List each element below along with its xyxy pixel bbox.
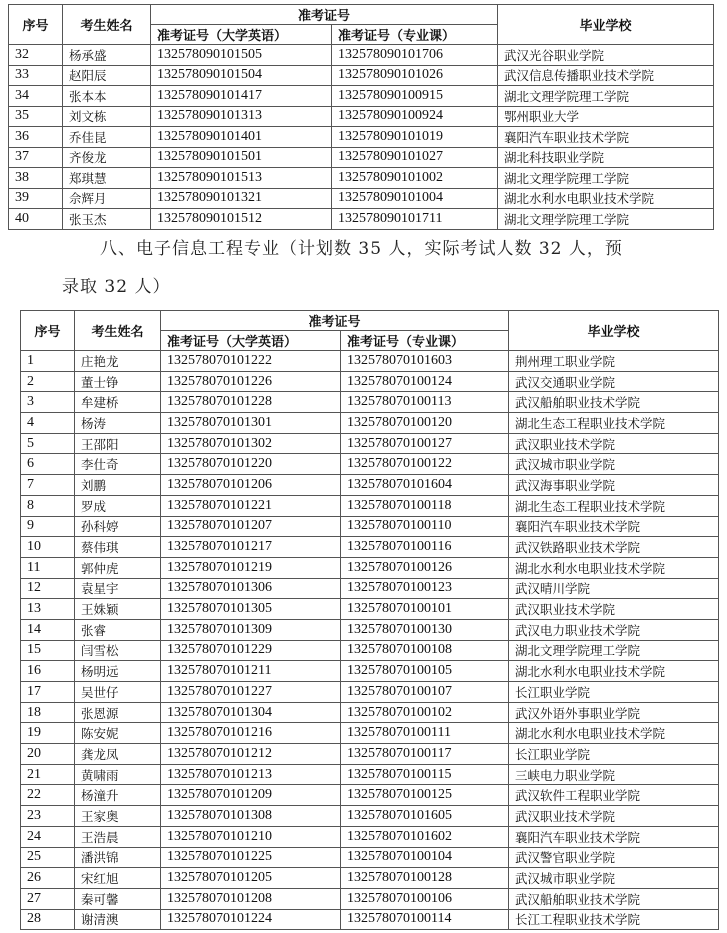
ticket-major-cell: 132578090101002: [332, 168, 498, 189]
school-cell: 长江工程职业技术学院: [509, 909, 719, 930]
seq-cell: 34: [9, 86, 63, 107]
seq-cell: 32: [9, 45, 63, 66]
table-row: [21, 806, 719, 827]
ticket-english-cell: 132578070101208: [161, 888, 341, 909]
ticket-major-cell: 132578070100126: [341, 557, 509, 578]
ticket-english-cell: 132578090101321: [151, 188, 332, 209]
school-cell: 湖北水利水电职业技术学院: [498, 188, 714, 209]
ticket-major-cell: 132578070100104: [341, 847, 509, 868]
ticket-english-cell: 132578070101219: [161, 557, 341, 578]
name-cell: 牟建桥: [75, 392, 161, 413]
ticket-english-cell: 132578070101205: [161, 868, 341, 889]
seq-cell: 27: [21, 888, 75, 909]
header-ticket-english: 准考证号（大学英语）: [151, 25, 332, 45]
school-cell: 鄂州职业大学: [498, 106, 714, 127]
ticket-english-cell: 132578090101501: [151, 147, 332, 168]
seq-cell: 38: [9, 168, 63, 189]
seq-cell: 7: [21, 475, 75, 496]
name-cell: 王家奥: [75, 806, 161, 827]
name-cell: 黄啸雨: [75, 764, 161, 785]
table-row: [9, 209, 714, 230]
seq-cell: 35: [9, 106, 63, 127]
ticket-major-cell: 132578070101603: [341, 351, 509, 372]
ticket-english-cell: 132578070101304: [161, 702, 341, 723]
table-row: [21, 413, 719, 434]
seq-cell: 17: [21, 682, 75, 703]
name-cell: 吴世仔: [75, 682, 161, 703]
ticket-english-cell: 132578090101313: [151, 106, 332, 127]
header-ticket-major: 准考证号（专业课）: [341, 331, 509, 351]
seq-cell: 19: [21, 723, 75, 744]
ticket-major-cell: 132578070100115: [341, 764, 509, 785]
seq-cell: 4: [21, 413, 75, 434]
admission-table-electronic-info: [20, 310, 719, 930]
ticket-english-cell: 132578070101224: [161, 909, 341, 930]
seq-cell: 16: [21, 661, 75, 682]
name-cell: 佘辉月: [63, 188, 151, 209]
seq-cell: 2: [21, 371, 75, 392]
ticket-english-cell: 132578070101226: [161, 371, 341, 392]
ticket-major-cell: 132578090101027: [332, 147, 498, 168]
name-cell: 张玉杰: [63, 209, 151, 230]
ticket-english-cell: 132578070101220: [161, 454, 341, 475]
ticket-english-cell: 132578090101505: [151, 45, 332, 66]
school-cell: 湖北文理学院理工学院: [509, 640, 719, 661]
name-cell: 乔佳昆: [63, 127, 151, 148]
name-cell: 赵阳辰: [63, 65, 151, 86]
table-row: [21, 744, 719, 765]
school-cell: 武汉光谷职业学院: [498, 45, 714, 66]
table-row: [21, 868, 719, 889]
name-cell: 杨涛: [75, 413, 161, 434]
ticket-english-cell: 132578070101309: [161, 619, 341, 640]
name-cell: 罗成: [75, 495, 161, 516]
table-row: [21, 619, 719, 640]
seq-cell: 8: [21, 495, 75, 516]
name-cell: 庄艳龙: [75, 351, 161, 372]
school-cell: 三峡电力职业学院: [509, 764, 719, 785]
school-cell: 长江职业学院: [509, 682, 719, 703]
table-row: [21, 764, 719, 785]
school-cell: 武汉警官职业学院: [509, 847, 719, 868]
name-cell: 杨明远: [75, 661, 161, 682]
seq-cell: 14: [21, 619, 75, 640]
ticket-major-cell: 132578070100107: [341, 682, 509, 703]
ticket-major-cell: 132578070100124: [341, 371, 509, 392]
school-cell: 湖北文理学院理工学院: [498, 86, 714, 107]
table-row: [9, 168, 714, 189]
seq-cell: 10: [21, 537, 75, 558]
school-cell: 湖北水利水电职业技术学院: [509, 661, 719, 682]
name-cell: 郑琪慧: [63, 168, 151, 189]
admission-table-continued: [8, 4, 714, 230]
ticket-english-cell: 132578070101305: [161, 599, 341, 620]
ticket-english-cell: 132578090101401: [151, 127, 332, 148]
name-cell: 潘洪锦: [75, 847, 161, 868]
ticket-major-cell: 132578070100122: [341, 454, 509, 475]
ticket-major-cell: 132578070100117: [341, 744, 509, 765]
seq-cell: 11: [21, 557, 75, 578]
ticket-english-cell: 132578090101512: [151, 209, 332, 230]
header-seq: 序号: [21, 311, 75, 351]
school-cell: 湖北文理学院理工学院: [498, 209, 714, 230]
school-cell: 湖北文理学院理工学院: [498, 168, 714, 189]
ticket-major-cell: 132578090101019: [332, 127, 498, 148]
school-cell: 武汉船舶职业技术学院: [509, 392, 719, 413]
seq-cell: 9: [21, 516, 75, 537]
table-row: [9, 127, 714, 148]
school-cell: 湖北科技职业学院: [498, 147, 714, 168]
ticket-major-cell: 132578070100102: [341, 702, 509, 723]
ticket-major-cell: 132578070100120: [341, 413, 509, 434]
ticket-english-cell: 132578070101217: [161, 537, 341, 558]
school-cell: 武汉城市职业学院: [509, 868, 719, 889]
header-school: 毕业学校: [498, 5, 714, 45]
ticket-english-cell: 132578070101306: [161, 578, 341, 599]
ticket-major-cell: 132578090101004: [332, 188, 498, 209]
table-row: [21, 909, 719, 930]
table-row: [21, 433, 719, 454]
ticket-english-cell: 132578070101302: [161, 433, 341, 454]
school-cell: 湖北生态工程职业技术学院: [509, 495, 719, 516]
name-cell: 李仕奇: [75, 454, 161, 475]
ticket-major-cell: 132578070100125: [341, 785, 509, 806]
seq-cell: 26: [21, 868, 75, 889]
ticket-major-cell: 132578090101706: [332, 45, 498, 66]
table-row: [21, 516, 719, 537]
school-cell: 荆州理工职业学院: [509, 351, 719, 372]
ticket-major-cell: 132578090101026: [332, 65, 498, 86]
seq-cell: 15: [21, 640, 75, 661]
table-row: [21, 702, 719, 723]
ticket-major-cell: 132578090100924: [332, 106, 498, 127]
name-cell: 王邵阳: [75, 433, 161, 454]
name-cell: 刘鹏: [75, 475, 161, 496]
school-cell: 长江职业学院: [509, 744, 719, 765]
seq-cell: 25: [21, 847, 75, 868]
ticket-english-cell: 132578070101207: [161, 516, 341, 537]
ticket-major-cell: 132578070100110: [341, 516, 509, 537]
school-cell: 武汉职业技术学院: [509, 599, 719, 620]
ticket-english-cell: 132578070101216: [161, 723, 341, 744]
school-cell: 武汉铁路职业技术学院: [509, 537, 719, 558]
ticket-major-cell: 132578070100118: [341, 495, 509, 516]
school-cell: 武汉海事职业学院: [509, 475, 719, 496]
school-cell: 襄阳汽车职业技术学院: [498, 127, 714, 148]
table-row: [21, 557, 719, 578]
header-ticket-major: 准考证号（专业课）: [332, 25, 498, 45]
name-cell: 杨潼升: [75, 785, 161, 806]
table-row: [21, 392, 719, 413]
table-row: [21, 454, 719, 475]
school-cell: 武汉晴川学院: [509, 578, 719, 599]
ticket-major-cell: 132578090100915: [332, 86, 498, 107]
table-row: [9, 45, 714, 66]
ticket-english-cell: 132578090101504: [151, 65, 332, 86]
school-cell: 襄阳汽车职业技术学院: [509, 516, 719, 537]
ticket-major-cell: 132578070100106: [341, 888, 509, 909]
table-row: [21, 847, 719, 868]
ticket-major-cell: 132578070101604: [341, 475, 509, 496]
seq-cell: 3: [21, 392, 75, 413]
table-row: [21, 682, 719, 703]
ticket-english-cell: 132578090101417: [151, 86, 332, 107]
seq-cell: 28: [21, 909, 75, 930]
name-cell: 王浩晨: [75, 826, 161, 847]
table-row: [9, 65, 714, 86]
school-cell: 武汉船舶职业技术学院: [509, 888, 719, 909]
school-cell: 武汉交通职业学院: [509, 371, 719, 392]
seq-cell: 12: [21, 578, 75, 599]
seq-cell: 20: [21, 744, 75, 765]
name-cell: 孙科婷: [75, 516, 161, 537]
table-row: [21, 537, 719, 558]
table-row: [9, 86, 714, 107]
name-cell: 郭仲虎: [75, 557, 161, 578]
seq-cell: 33: [9, 65, 63, 86]
school-cell: 武汉城市职业学院: [509, 454, 719, 475]
name-cell: 董士铮: [75, 371, 161, 392]
school-cell: 武汉电力职业技术学院: [509, 619, 719, 640]
ticket-english-cell: 132578070101209: [161, 785, 341, 806]
ticket-english-cell: 132578070101229: [161, 640, 341, 661]
ticket-english-cell: 132578070101221: [161, 495, 341, 516]
seq-cell: 22: [21, 785, 75, 806]
school-cell: 湖北水利水电职业技术学院: [509, 557, 719, 578]
table-row: [21, 826, 719, 847]
table-row: [21, 578, 719, 599]
seq-cell: 18: [21, 702, 75, 723]
name-cell: 秦可馨: [75, 888, 161, 909]
name-cell: 蔡伟琪: [75, 537, 161, 558]
name-cell: 王姝颖: [75, 599, 161, 620]
school-cell: 武汉外语外事职业学院: [509, 702, 719, 723]
seq-cell: 5: [21, 433, 75, 454]
table-row: [21, 888, 719, 909]
seq-cell: 23: [21, 806, 75, 827]
header-seq: 序号: [9, 5, 63, 45]
school-cell: 武汉信息传播职业技术学院: [498, 65, 714, 86]
ticket-major-cell: 132578070100130: [341, 619, 509, 640]
ticket-english-cell: 132578070101308: [161, 806, 341, 827]
seq-cell: 40: [9, 209, 63, 230]
ticket-major-cell: 132578070100123: [341, 578, 509, 599]
table-row: [21, 640, 719, 661]
name-cell: 张睿: [75, 619, 161, 640]
table-row: [9, 106, 714, 127]
seq-cell: 37: [9, 147, 63, 168]
table-row: [21, 495, 719, 516]
header-name: 考生姓名: [75, 311, 161, 351]
ticket-major-cell: 132578070100114: [341, 909, 509, 930]
seq-cell: 6: [21, 454, 75, 475]
ticket-english-cell: 132578070101213: [161, 764, 341, 785]
header-ticket-english: 准考证号（大学英语）: [161, 331, 341, 351]
table-row: [9, 147, 714, 168]
name-cell: 杨承盛: [63, 45, 151, 66]
ticket-english-cell: 132578070101227: [161, 682, 341, 703]
ticket-english-cell: 132578070101211: [161, 661, 341, 682]
ticket-major-cell: 132578070100105: [341, 661, 509, 682]
header-name: 考生姓名: [63, 5, 151, 45]
ticket-english-cell: 132578070101222: [161, 351, 341, 372]
ticket-major-cell: 132578090101711: [332, 209, 498, 230]
ticket-english-cell: 132578090101513: [151, 168, 332, 189]
ticket-english-cell: 132578070101301: [161, 413, 341, 434]
header-ticket: 准考证号: [161, 311, 509, 331]
seq-cell: 21: [21, 764, 75, 785]
name-cell: 张恩源: [75, 702, 161, 723]
ticket-major-cell: 132578070100116: [341, 537, 509, 558]
name-cell: 陈安妮: [75, 723, 161, 744]
name-cell: 袁星宇: [75, 578, 161, 599]
school-cell: 武汉职业技术学院: [509, 806, 719, 827]
table-row: [21, 371, 719, 392]
ticket-major-cell: 132578070100108: [341, 640, 509, 661]
header-school: 毕业学校: [509, 311, 719, 351]
seq-cell: 36: [9, 127, 63, 148]
ticket-major-cell: 132578070100101: [341, 599, 509, 620]
ticket-major-cell: 132578070100128: [341, 868, 509, 889]
table-row: [21, 599, 719, 620]
name-cell: 谢清澳: [75, 909, 161, 930]
ticket-major-cell: 132578070100113: [341, 392, 509, 413]
ticket-english-cell: 132578070101228: [161, 392, 341, 413]
name-cell: 宋红旭: [75, 868, 161, 889]
ticket-english-cell: 132578070101210: [161, 826, 341, 847]
school-cell: 湖北生态工程职业技术学院: [509, 413, 719, 434]
section-heading-line1: 八、电子信息工程专业（计划数 35 人，实际考试人数 32 人，预: [100, 239, 623, 259]
table-row: [21, 723, 719, 744]
name-cell: 龚龙凤: [75, 744, 161, 765]
school-cell: 武汉软件工程职业学院: [509, 785, 719, 806]
ticket-english-cell: 132578070101206: [161, 475, 341, 496]
ticket-major-cell: 132578070100111: [341, 723, 509, 744]
name-cell: 刘文栋: [63, 106, 151, 127]
name-cell: 齐俊龙: [63, 147, 151, 168]
ticket-major-cell: 132578070101605: [341, 806, 509, 827]
seq-cell: 39: [9, 188, 63, 209]
school-cell: 湖北水利水电职业技术学院: [509, 723, 719, 744]
name-cell: 闫雪松: [75, 640, 161, 661]
table-row: [21, 661, 719, 682]
table-row: [21, 785, 719, 806]
ticket-major-cell: 132578070100127: [341, 433, 509, 454]
school-cell: 襄阳汽车职业技术学院: [509, 826, 719, 847]
seq-cell: 13: [21, 599, 75, 620]
school-cell: 武汉职业技术学院: [509, 433, 719, 454]
table-row: [21, 475, 719, 496]
seq-cell: 1: [21, 351, 75, 372]
ticket-english-cell: 132578070101225: [161, 847, 341, 868]
ticket-major-cell: 132578070101602: [341, 826, 509, 847]
name-cell: 张本本: [63, 86, 151, 107]
section-heading-line2: 录取 32 人）: [62, 277, 171, 297]
header-ticket: 准考证号: [151, 5, 498, 25]
seq-cell: 24: [21, 826, 75, 847]
table-row: [9, 188, 714, 209]
ticket-english-cell: 132578070101212: [161, 744, 341, 765]
table-row: [21, 351, 719, 372]
